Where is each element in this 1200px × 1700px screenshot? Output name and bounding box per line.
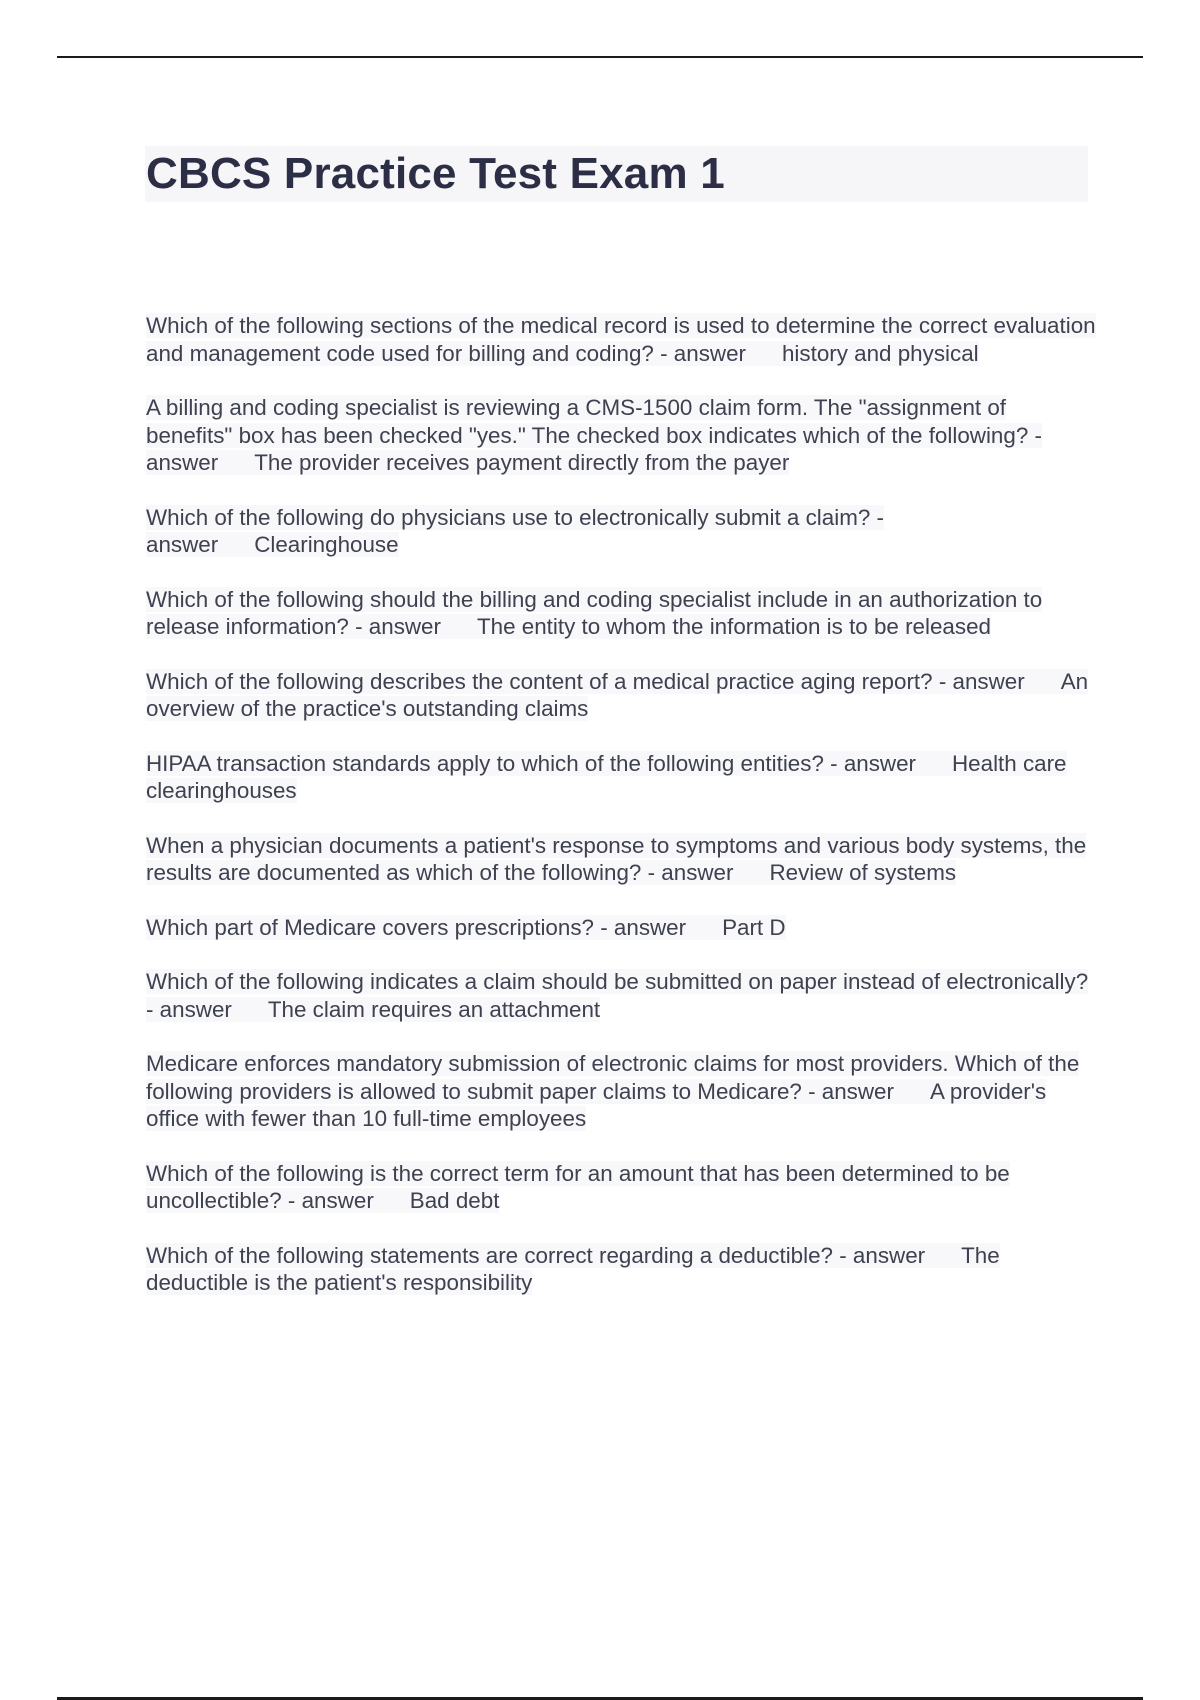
answer-text: The provider receives payment directly from the payer [254, 450, 790, 475]
answer-marker: - answer [600, 914, 687, 940]
qa-item [146, 586, 1096, 641]
question-text: Which of the following sections of the medical record is used to determine the correct evaluation and management code used for billing and coding? [146, 313, 1096, 366]
answer-marker: - answer [830, 750, 916, 776]
answer-marker: - answer [938, 668, 1025, 694]
answer-marker: - answer [839, 1242, 926, 1268]
question-text: Which of the following should the billing and coding specialist include in an authorization to release information? [146, 586, 1043, 639]
qa-item [146, 394, 1096, 477]
question-text: Which of the following describes the content of a medical practice aging report? [146, 668, 933, 694]
qa-item [146, 750, 1096, 805]
qa-item [146, 504, 1096, 559]
question-text: Which part of Medicare covers prescriptions? [146, 914, 594, 940]
answer-text: Clearinghouse [254, 532, 399, 557]
question-text: Medicare enforces mandatory submission of electronic claims for most providers. Which of the following providers is allowed to submit paper claims to Medicare? [146, 1051, 1080, 1104]
question-text: When a physician documents a patient's response to symptoms and various body systems, the results are documented as which of the following? [146, 832, 1087, 885]
qa-item [146, 1050, 1096, 1133]
answer-text: The deductible is the patient's responsibility [146, 1242, 1000, 1295]
answer-marker: - answer [287, 1188, 374, 1213]
answer-marker: - answer [808, 1078, 894, 1104]
answer-text: Review of systems [769, 860, 957, 885]
question-text: Which of the following is the correct term for an amount that has been determined to be uncollectible? [146, 1160, 1010, 1213]
answer-marker: - answer [146, 422, 1042, 475]
question-text: Which of the following do physicians use to electronically submit a claim? [146, 504, 871, 530]
answer-marker: - answer [647, 860, 734, 885]
answer-marker: - answer [355, 614, 441, 639]
answer-text: The claim requires an attachment [267, 996, 601, 1022]
qa-item [146, 832, 1096, 887]
qa-item [146, 668, 1096, 723]
qa-list [146, 312, 1096, 1324]
answer-text: history and physical [781, 340, 979, 366]
answer-marker: - answer [146, 504, 885, 557]
answer-marker: - answer [146, 996, 232, 1022]
answer-text: Bad debt [409, 1188, 500, 1213]
answer-text: Health care clearinghouses [146, 750, 1067, 803]
page-title: CBCS Practice Test Exam 1 [146, 149, 725, 198]
answer-marker: - answer [660, 340, 746, 366]
qa-item [146, 312, 1096, 367]
answer-text: Part D [722, 914, 786, 940]
question-text: Which of the following statements are correct regarding a deductible? [146, 1242, 834, 1268]
question-text: A billing and coding specialist is reviewing a CMS-1500 claim form. The "assignment of benefits" box has been checked "yes." The checked box indicates which of the following? [146, 395, 1029, 448]
qa-item [146, 914, 1096, 942]
qa-item [146, 1242, 1096, 1297]
answer-text: A provider's office with fewer than 10 full-time employees [146, 1078, 1047, 1131]
top-divider [57, 56, 1143, 58]
answer-text: The entity to whom the information is to be released [476, 614, 991, 639]
qa-item [146, 1160, 1096, 1215]
answer-text: An overview of the practice's outstanding claims [146, 668, 1089, 721]
qa-item [146, 968, 1096, 1023]
question-text: HIPAA transaction standards apply to which of the following entities? [146, 750, 824, 776]
question-text: Which of the following indicates a claim should be submitted on paper instead of electronically? [146, 969, 1089, 994]
